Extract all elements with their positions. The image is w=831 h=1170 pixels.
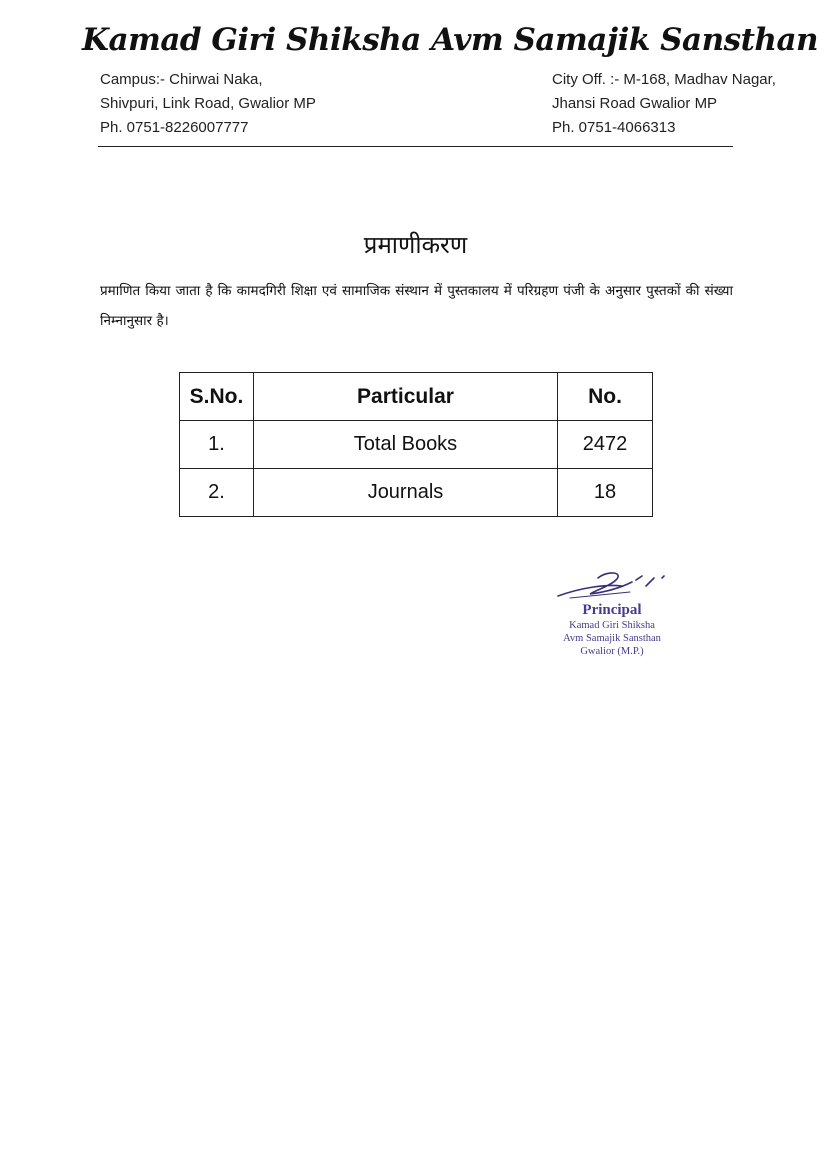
table-header-row [180, 373, 653, 421]
header-divider [98, 146, 733, 147]
campus-address [100, 68, 316, 140]
cell-number: 18 [558, 469, 653, 517]
table-row [180, 469, 653, 517]
organization-name: Kamad Giri Shiksha Avm Samajik Sansthan [82, 22, 819, 58]
city-office-address [552, 68, 776, 140]
cell-particular: Total Books [254, 421, 558, 469]
book-count-table [179, 372, 653, 517]
campus-phone: Ph. 0751-8226007777 [100, 119, 249, 136]
certificate-body: प्रमाणित किया जाता है कि कामदगिरी शिक्षा एवं सामाजिक संस्थान में पुस्तकालय में परिग्रहण पंजी के अनुसार पुस्तकों की संख्या निम्नानुसार है। [100, 283, 733, 329]
campus-address-line: Shivpuri, Link Road, Gwalior MP [100, 95, 316, 112]
stamp-title: Principal [582, 602, 642, 618]
city-office-phone: Ph. 0751-4066313 [552, 119, 676, 136]
header-sno: S.No. [180, 373, 254, 421]
cell-sno: 2. [180, 469, 254, 517]
principal-stamp [544, 566, 680, 658]
cell-particular: Journals [254, 469, 558, 517]
stamp-line: Kamad Giri Shiksha [569, 620, 655, 631]
stamp-line: Avm Samajik Sansthan [563, 633, 661, 644]
city-office-address-line: Jhansi Road Gwalior MP [552, 95, 718, 112]
cell-sno: 1. [180, 421, 254, 469]
stamp-line: Gwalior (M.P.) [580, 646, 644, 657]
city-office-address-line: City Off. :- M-168, Madhav Nagar, [552, 71, 776, 88]
header-number: No. [558, 373, 653, 421]
table-row [180, 421, 653, 469]
signature-icon [550, 566, 674, 604]
certificate-title: प्रमाणीकरण [363, 231, 468, 259]
header-particular: Particular [254, 373, 558, 421]
campus-address-line: Campus:- Chirwai Naka, [100, 71, 263, 88]
cell-number: 2472 [558, 421, 653, 469]
